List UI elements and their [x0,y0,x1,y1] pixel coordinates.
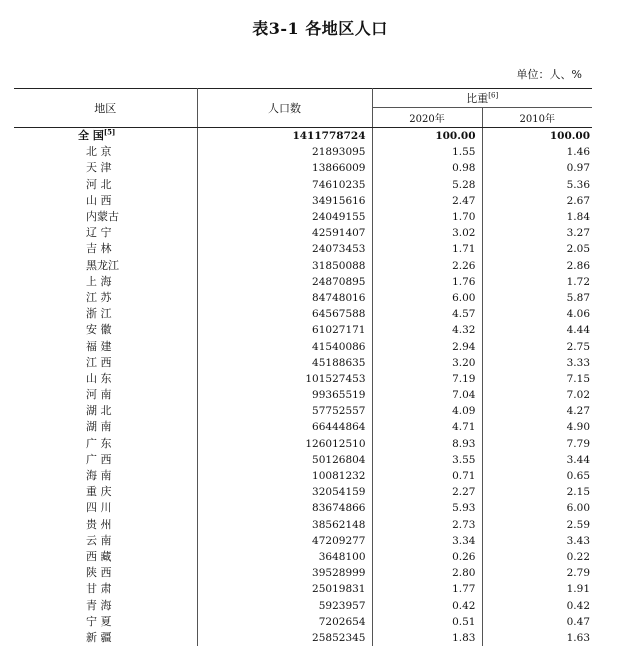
ratio-2010-cell: 1.72 [566,275,591,288]
region-cell: 黑龙江 [14,258,197,274]
region-cell: 天 津 [14,160,197,176]
table-row [14,565,592,581]
ratio-2020-cell: 7.19 [372,371,482,387]
ratio-2010-cell: 1.63 [566,631,591,644]
region-cell: 青 海 [14,597,197,613]
ratio-2010-cell: 3.27 [566,227,591,240]
region-cell: 内蒙古 [14,209,197,225]
region-cell: 西 藏 [14,549,197,565]
region-cell: 重 庆 [14,484,197,500]
population-cell: 101527453 [197,371,372,387]
ratio-2020-cell: 3.02 [372,225,482,241]
ratio-2020-cell: 1.55 [372,144,482,160]
ratio-2020-cell: 1.77 [372,581,482,597]
population-cell: 34915616 [197,193,372,209]
table-row [14,144,592,160]
population-cell: 25019831 [197,581,372,597]
population-cell: 24049155 [197,209,372,225]
table-row [14,306,592,322]
table-row [14,517,592,533]
ratio-2010-cell: 1.46 [566,146,591,159]
population-cell: 3648100 [197,549,372,565]
table-row [14,614,592,630]
ratio-2020-cell: 0.42 [372,597,482,613]
table-row [14,597,592,613]
ratio-2020-cell: 2.26 [372,258,482,274]
region-cell: 云 南 [14,533,197,549]
table-row [14,355,592,371]
ratio-2010-cell: 4.44 [566,324,591,337]
region-name: 全 国 [78,129,104,143]
population-cell: 83674866 [197,500,372,516]
population-cell: 39528999 [197,565,372,581]
region-cell: 浙 江 [14,306,197,322]
ratio-2020-cell: 1.70 [372,209,482,225]
ratio-2010-cell: 6.00 [566,502,591,515]
table-body [14,128,592,647]
population-cell: 50126804 [197,452,372,468]
table-row [14,177,592,193]
ratio-2020-cell: 2.47 [372,193,482,209]
ratio-2010-cell: 1.91 [566,583,591,596]
region-cell-total [14,128,197,145]
table-row [14,436,592,452]
table-row [14,484,592,500]
region-cell: 广 西 [14,452,197,468]
region-cell: 福 建 [14,338,197,354]
ratio-2020-cell: 0.98 [372,160,482,176]
table-title: 表3-1 各地区人口 [252,19,388,38]
table-row [14,500,592,516]
table-row [14,452,592,468]
ratio-2010-cell: 0.97 [566,162,591,175]
ratio-2010-cell: 7.79 [566,437,591,450]
header-region: 地区 [14,89,197,128]
ratio-2010-cell: 4.90 [566,421,591,434]
ratio-2010-cell: 2.67 [566,194,591,207]
ratio-2010-cell: 0.65 [566,470,591,483]
table-row [14,533,592,549]
region-cell: 山 西 [14,193,197,209]
ratio-2010-cell: 7.15 [566,372,591,385]
population-cell: 13866009 [197,160,372,176]
population-cell: 64567588 [197,306,372,322]
ratio-2020-cell: 5.28 [372,177,482,193]
ratio-2010-cell: 4.06 [566,308,591,321]
ratio-2020-cell: 1.76 [372,274,482,290]
population-cell: 10081232 [197,468,372,484]
population-cell: 45188635 [197,355,372,371]
ratio-2020-cell: 4.57 [372,306,482,322]
region-cell: 海 南 [14,468,197,484]
population-cell: 31850088 [197,258,372,274]
population-cell: 66444864 [197,419,372,435]
population-cell: 57752557 [197,403,372,419]
table-row [14,160,592,176]
ratio-2010-cell: 3.33 [566,356,591,369]
ratio-2010-cell: 0.47 [566,615,591,628]
header-year-2020: 2020年 [372,108,482,128]
population-cell: 24870895 [197,274,372,290]
ratio-2010-cell: 3.44 [566,453,591,466]
ratio-2020-cell: 100.00 [372,128,482,145]
table-row [14,290,592,306]
region-cell: 上 海 [14,274,197,290]
table-row [14,225,592,241]
region-cell: 河 北 [14,177,197,193]
region-cell: 四 川 [14,500,197,516]
region-cell: 贵 州 [14,517,197,533]
table-row [14,371,592,387]
population-cell: 5923957 [197,597,372,613]
population-cell: 42591407 [197,225,372,241]
population-cell: 38562148 [197,517,372,533]
population-cell: 61027171 [197,322,372,338]
header-ratio-footnote: [6] [488,91,499,100]
region-cell: 河 南 [14,387,197,403]
ratio-2020-cell: 3.55 [372,452,482,468]
region-cell: 宁 夏 [14,614,197,630]
region-cell: 北 京 [14,144,197,160]
ratio-2020-cell: 3.34 [372,533,482,549]
population-table [14,88,592,646]
unit-label: 单位：人、% [516,68,582,81]
ratio-2020-cell: 4.71 [372,419,482,435]
ratio-2010-cell: 0.22 [566,550,591,563]
region-cell: 广 东 [14,436,197,452]
population-cell: 24073453 [197,241,372,257]
ratio-2020-cell: 8.93 [372,436,482,452]
ratio-2020-cell: 0.71 [372,468,482,484]
table-row [14,581,592,597]
region-cell: 江 苏 [14,290,197,306]
table-row-total [14,128,592,145]
region-cell: 辽 宁 [14,225,197,241]
table-row [14,468,592,484]
population-cell: 7202654 [197,614,372,630]
total-footnote: [5] [103,127,116,137]
table-row [14,387,592,403]
table-row [14,193,592,209]
ratio-2010-cell: 2.59 [566,518,591,531]
table-row [14,549,592,565]
population-cell: 47209277 [197,533,372,549]
ratio-2020-cell: 7.04 [372,387,482,403]
region-cell: 湖 北 [14,403,197,419]
ratio-2020-cell: 3.20 [372,355,482,371]
region-cell: 甘 肃 [14,581,197,597]
header-ratio [372,89,592,108]
table-row [14,241,592,257]
ratio-2010-cell: 0.42 [566,599,591,612]
ratio-2020-cell: 2.73 [372,517,482,533]
region-cell: 吉 林 [14,241,197,257]
region-cell: 安 徽 [14,322,197,338]
population-cell: 21893095 [197,144,372,160]
header-population: 人口数 [197,89,372,128]
header-year-2010: 2010年 [482,108,592,128]
table-row [14,258,592,274]
population-cell: 1411778724 [197,128,372,145]
ratio-2010-cell: 7.02 [566,389,591,402]
region-cell: 湖 南 [14,419,197,435]
ratio-2020-cell: 0.51 [372,614,482,630]
ratio-2010-cell: 2.79 [566,567,591,580]
ratio-2010-cell: 4.27 [566,405,591,418]
region-cell: 山 东 [14,371,197,387]
ratio-2020-cell: 1.83 [372,630,482,646]
table-row [14,209,592,225]
ratio-2020-cell: 2.27 [372,484,482,500]
ratio-2020-cell: 1.71 [372,241,482,257]
table-row [14,338,592,354]
ratio-2010-cell: 1.84 [566,211,591,224]
ratio-2020-cell: 4.32 [372,322,482,338]
ratio-2020-cell: 0.26 [372,549,482,565]
population-cell: 84748016 [197,290,372,306]
table-row [14,419,592,435]
population-cell: 41540086 [197,338,372,354]
ratio-2010-cell: 2.05 [566,243,591,256]
ratio-2010-cell: 2.15 [566,486,591,499]
ratio-2010-cell: 5.87 [566,291,591,304]
region-cell: 江 西 [14,355,197,371]
ratio-2010-cell: 5.36 [566,178,591,191]
table-row [14,630,592,646]
population-cell: 25852345 [197,630,372,646]
ratio-2010-cell: 3.43 [566,534,591,547]
population-cell: 126012510 [197,436,372,452]
ratio-2020-cell: 2.80 [372,565,482,581]
ratio-2010-cell: 2.75 [566,340,591,353]
ratio-2020-cell: 6.00 [372,290,482,306]
table-row [14,403,592,419]
ratio-2010-cell: 2.86 [566,259,591,272]
header-ratio-label: 比重 [466,92,489,105]
region-cell: 陕 西 [14,565,197,581]
table-row [14,274,592,290]
ratio-2020-cell: 2.94 [372,338,482,354]
ratio-2020-cell: 4.09 [372,403,482,419]
population-cell: 99365519 [197,387,372,403]
population-cell: 32054159 [197,484,372,500]
table-row [14,322,592,338]
population-cell: 74610235 [197,177,372,193]
ratio-2010-cell: 100.00 [549,130,591,143]
ratio-2020-cell: 5.93 [372,500,482,516]
region-cell: 新 疆 [14,630,197,646]
